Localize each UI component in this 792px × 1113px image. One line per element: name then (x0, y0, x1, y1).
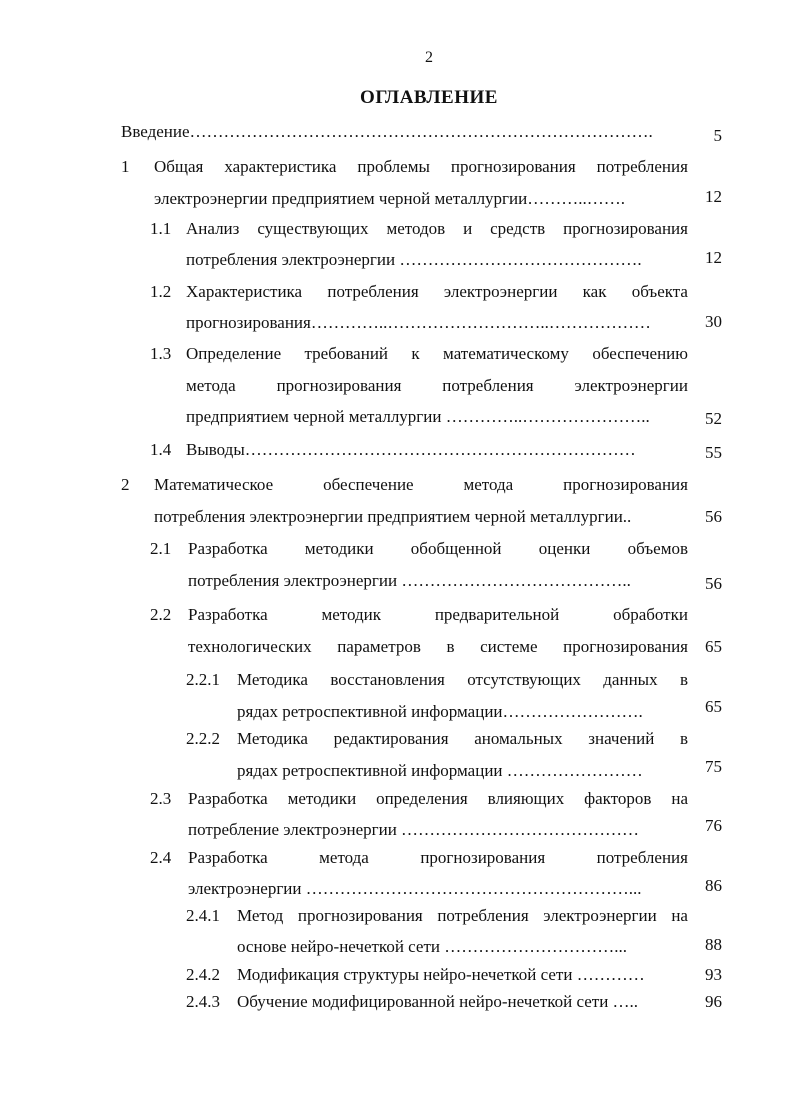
toc-line-s2-1-0: Разработка методики обобщенной оценки объемов (188, 539, 688, 558)
toc-line-s1-4-0: Выводы…………………………………………………………… (186, 440, 636, 459)
toc-number-s2-4: 2.4 (150, 848, 172, 867)
toc-page-ch2: 56 (705, 507, 722, 526)
toc-page-intro: 5 (713, 126, 722, 145)
toc-line-s1-3-0: Определение требований к математическому обеспечению (186, 344, 688, 363)
toc-line-ch2-1: потребления электроэнергии предприятием черной металлургии.. (154, 507, 632, 526)
toc-page-s2-3: 76 (705, 816, 722, 835)
toc-line-s2-2-1-1: рядах ретроспективной информации……………………. (237, 702, 643, 721)
toc-page-ch1: 12 (705, 187, 722, 206)
toc-number-s1-2: 1.2 (150, 282, 172, 301)
toc-line-s1-2-0: Характеристика потребления электроэнергии как объекта (186, 282, 688, 301)
toc-number-ch1: 1 (121, 157, 130, 176)
page-number: 2 (425, 49, 433, 66)
toc-number-s1-3: 1.3 (150, 344, 172, 363)
toc-number-s2-4-2: 2.4.2 (186, 965, 220, 984)
toc-line-s1-3-1: метода прогнозирования потребления электроэнергии (186, 376, 688, 395)
toc-number-s2-4-1: 2.4.1 (186, 906, 220, 925)
toc-line-ch2-0: Математическое обеспечение метода прогнозирования (154, 475, 688, 494)
toc-line-s2-2-0: Разработка методик предварительной обработки (188, 605, 688, 624)
toc-page-s1-3: 52 (705, 409, 722, 428)
toc-page-s2-4: 86 (705, 876, 722, 895)
toc-line-s2-2-2-0: Методика редактирования аномальных значений в (237, 729, 688, 748)
toc-page-s1-2: 30 (705, 312, 722, 331)
toc-line-s2-1-1: потребления электроэнергии ………………………………….. (188, 571, 631, 590)
toc-line-s2-2-1-0: Методика восстановления отсутствующих данных в (237, 670, 688, 689)
toc-line-s2-4-1-0: Метод прогнозирования потребления электроэнергии на (237, 906, 688, 925)
toc-line-intro-0: Введение………………………………………………………………………. (121, 122, 653, 141)
toc-line-s1-2-1: прогнозирования…………..………………………..……………… (186, 313, 651, 332)
toc-line-s2-2-1: технологических параметров в системе прогнозирования (188, 637, 688, 656)
toc-number-s2-2-1: 2.2.1 (186, 670, 220, 689)
page-title: ОГЛАВЛЕНИЕ (360, 87, 498, 108)
toc-page-s2-1: 56 (705, 574, 722, 593)
toc-number-s2-1: 2.1 (150, 539, 172, 558)
toc-page-s1-1: 12 (705, 248, 722, 267)
toc-line-ch1-0: Общая характеристика проблемы прогнозирования потребления (154, 157, 688, 176)
toc-line-s2-3-0: Разработка методики определения влияющих факторов на (188, 789, 688, 808)
toc-line-s1-1-0: Анализ существующих методов и средств прогнозирования (186, 219, 688, 238)
toc-line-s2-4-2-0: Модификация структуры нейро-нечеткой сети ………… (237, 965, 645, 984)
toc-number-s1-1: 1.1 (150, 219, 172, 238)
toc-line-s1-1-1: потребления электроэнергии ……………………………………. (186, 250, 642, 269)
toc-line-s2-2-2-1: рядах ретроспективной информации …………………… (237, 761, 643, 780)
toc-number-s2-2-2: 2.2.2 (186, 729, 220, 748)
toc-number-s2-4-3: 2.4.3 (186, 992, 220, 1011)
toc-line-s2-4-1-1: основе нейро-нечеткой сети …………………………... (237, 937, 628, 956)
toc-number-s2-3: 2.3 (150, 789, 172, 808)
toc-number-s2-2: 2.2 (150, 605, 172, 624)
toc-line-s2-4-1: электроэнергии …………………………………………………... (188, 879, 642, 898)
toc-page-s2-4-1: 88 (705, 935, 722, 954)
toc-page-s1-4: 55 (705, 443, 722, 462)
toc-line-s2-4-3-0: Обучение модифицированной нейро-нечеткой сети ….. (237, 992, 639, 1011)
toc-page-s2-4-3: 96 (705, 992, 722, 1011)
toc-number-ch2: 2 (121, 475, 130, 494)
toc-page-s2-2: 65 (705, 637, 722, 656)
toc-page-s2-2-1: 65 (705, 697, 722, 716)
toc-line-ch1-1: электроэнергии предприятием черной металлургии………..……. (154, 189, 625, 208)
toc-line-s1-3-2: предприятием черной металлургии …………..………………….. (186, 407, 650, 426)
toc-line-s2-4-0: Разработка метода прогнозирования потребления (188, 848, 688, 867)
toc-page-s2-2-2: 75 (705, 757, 722, 776)
toc-number-s1-4: 1.4 (150, 440, 172, 459)
toc-line-s2-3-1: потребление электроэнергии …………………………………… (188, 820, 640, 839)
toc-page-s2-4-2: 93 (705, 965, 722, 984)
